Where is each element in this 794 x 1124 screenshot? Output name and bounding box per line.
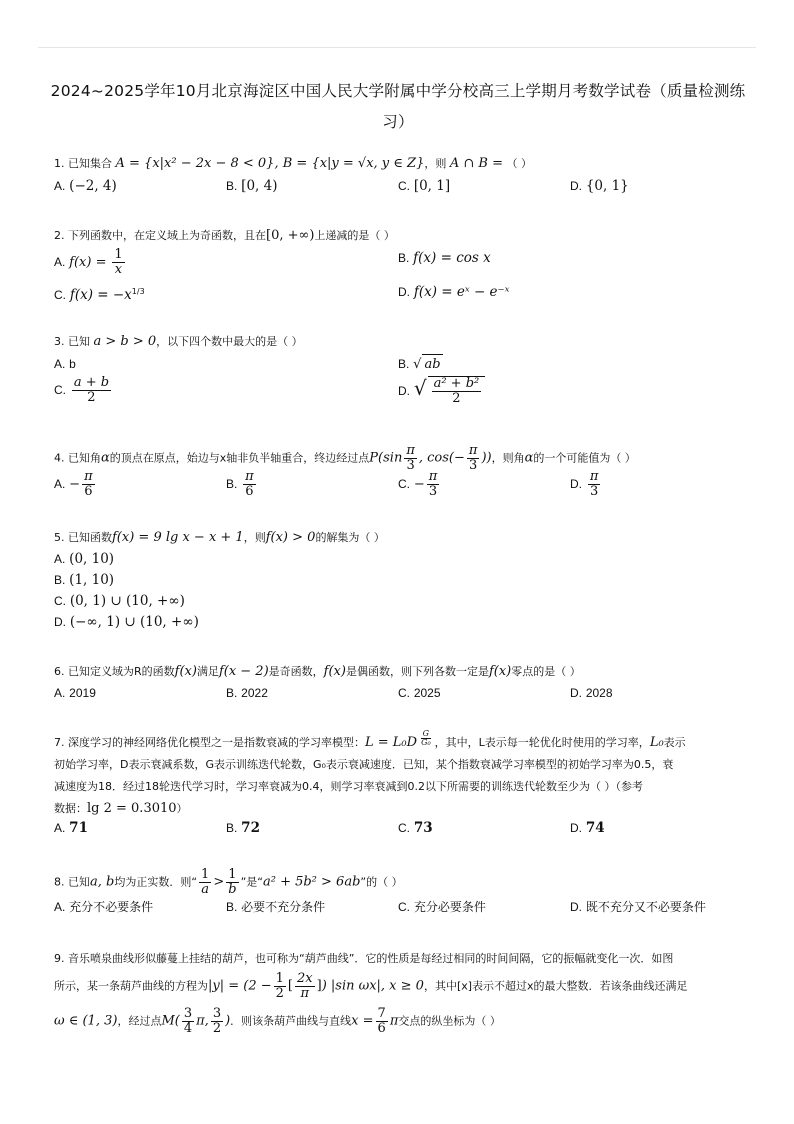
question-7-stem: [54, 730, 754, 820]
header-divider: [38, 47, 756, 48]
q7-exponent: G G₀: [421, 729, 431, 747]
q1-option-d[interactable]: D. {0, 1}: [570, 178, 629, 194]
q5-function: f(x) = 9 lg x − x + 1: [112, 530, 244, 545]
q9-equation: |y| = (2 −: [208, 978, 272, 994]
exam-title: [28, 76, 768, 138]
q3-condition: a > b > 0: [93, 334, 157, 349]
q6-option-c[interactable]: C. 2025: [398, 686, 441, 700]
q6-option-a[interactable]: A. 2019: [54, 686, 96, 700]
q1-paren: （ ）: [506, 157, 532, 170]
question-9-stem: [54, 946, 754, 1036]
q6-option-d[interactable]: D. 2028: [570, 686, 613, 700]
question-4-stem: 4. 已知角α的顶点在原点，始边与x轴非负半轴重合，终边经过点P(sin $\frac{\pi}{3}$ , cos(− $\frac{\pi}{3}$ ))，则角α的一个可能值为（ ）: [54, 443, 636, 473]
q7-line-4: 数据：lg 2 = 0.3010）: [54, 801, 188, 816]
q5-option-d[interactable]: D. (−∞, 1) ∪ (10, +∞): [54, 614, 199, 630]
q1-option-a[interactable]: A. (−2, 4): [54, 178, 117, 194]
q8-frac-a: $\frac{1}{a}$: [201, 867, 210, 897]
q4-option-b[interactable]: B. $\frac{\pi}{6}$: [226, 469, 254, 499]
q4-option-c[interactable]: C. − $\frac{\pi}{3}$: [398, 469, 438, 499]
question-3-stem: 3. 已知 a > b > 0，以下四个数中最大的是（ ）: [54, 334, 303, 349]
q7-line-1: 7. 深度学习的神经网络优化模型之一是指数衰减的学习率模型：L = L₀D $^{\frac{G}{\text{G₀}}}$ ，其中，L表示每一轮优化时使用的学习率，L₀表示: [54, 729, 686, 750]
q9-point-m: M(: [161, 1013, 180, 1029]
q8-frac-b: $\frac{1}{b}$: [228, 867, 237, 897]
question-5-stem: 5. 已知函数f(x) = 9 lg x − x + 1，则f(x) > 0的解集为（ ）: [54, 530, 385, 545]
q2-option-c[interactable]: C. $f(x) = -x^{1/3}$: [54, 287, 145, 303]
q7-line-2: 初始学习率，D表示衰减系数，G表示训练迭代轮数，G₀表示衰减速度．已知，某个指数衰减学习率模型的初始学习率为0.5，衰: [54, 758, 674, 771]
q6-option-b[interactable]: B. 2022: [226, 686, 268, 700]
q2-option-d[interactable]: D. f(x) = eˣ − e⁻ˣ: [398, 284, 510, 300]
q2-option-b[interactable]: B. f(x) = cos x: [398, 250, 491, 266]
q1-option-c[interactable]: C. [0, 1]: [398, 178, 451, 194]
q9-line-1: 9. 音乐喷泉曲线形似藤蔓上挂结的葫芦，也可称为“葫芦曲线”．它的性质是每经过相同的时间间隔，它的振幅就变化一次．如图: [54, 952, 674, 965]
q2-a-fraction: $\frac{1}{x}$: [114, 247, 123, 277]
q5-option-b[interactable]: B. (1, 10): [54, 572, 115, 588]
q9-line-2: 所示，某一条葫芦曲线的方程为|y| = (2 − $\frac{1}{2}$ [ $\frac{2x}{\pi}$ ]) |sin ωx|, x ≥ 0，其中[x]表示不超过x的最大整数．若该条曲线还满足: [54, 971, 688, 1001]
q8-option-a[interactable]: A. 充分不必要条件: [54, 900, 154, 914]
q2-option-a[interactable]: A. f(x) = $\frac{1}{x}$: [54, 247, 123, 277]
q3-option-b[interactable]: B. √ ab: [398, 354, 443, 375]
q3-option-a[interactable]: A. b: [54, 357, 76, 371]
question-2-stem: 2. 下列函数中，在定义域上为奇函数，且在[0, +∞)上递减的是（ ）: [54, 228, 395, 243]
q8-option-c[interactable]: C. 充分必要条件: [398, 900, 486, 914]
q9-line-3: ω ∈ (1, 3)，经过点M( $\frac{3}{4}$ π, $\frac{3}{2}$ )．则该条葫芦曲线与直线x = $\frac{7}{6}$ π交点的纵坐标为（ ）: [54, 1006, 501, 1036]
q3-option-d[interactable]: D. √ $\frac{\text{a² + b²}}{2}$: [398, 376, 485, 406]
q3-d-fraction: $\frac{\text{a² + b²}}{2}$: [433, 376, 480, 406]
question-8-stem: 8. 已知a, b均为正实数．则“ $\frac{1}{a}$ > $\frac{1}{b}$ ”是“a² + 5b² > 6ab”的（ ）: [54, 867, 403, 897]
q8-option-b[interactable]: B. 必要不充分条件: [226, 900, 326, 914]
q7-option-c[interactable]: C. 73: [398, 820, 433, 836]
question-6-stem: 6. 已知定义域为R的函数f(x)满足f(x − 2)是奇函数，f(x)是偶函数，则下列各数一定是f(x)零点的是（ ）: [54, 664, 581, 679]
q2-c-exponent: 1/3: [131, 287, 145, 296]
q8-option-d[interactable]: D. 既不充分又不必要条件: [570, 900, 706, 914]
q1-ask: A ∩ B =: [449, 156, 503, 171]
q7-formula: L = L₀D: [365, 735, 418, 750]
q1-set-a: A = {x|x² − 2x − 8 < 0}: [115, 156, 275, 171]
q3-c-fraction: $\frac{a + b}{2}$: [73, 375, 110, 405]
q1-set-b: , B = {x|y = √x, y ∈ Z}: [274, 156, 425, 171]
q7-option-a[interactable]: A. 71: [54, 820, 88, 836]
title-line-2: 习）: [382, 113, 414, 131]
q2-interval: [0, +∞): [266, 228, 315, 243]
q5-option-c[interactable]: C. (0, 1) ∪ (10, +∞): [54, 593, 185, 609]
q3-b-radicand: ab: [422, 354, 442, 375]
q4-point: P(sin: [369, 450, 403, 466]
question-1-stem: [54, 154, 754, 174]
q7-line-3: 减速度为18．经过18轮迭代学习时，学习率衰减为0.4，则学习率衰减到0.2以下所需要的训练迭代轮数至少为（ ）（参考: [54, 780, 643, 793]
q7-option-d[interactable]: D. 74: [570, 820, 605, 836]
q4-option-d[interactable]: D. $\frac{\pi}{3}$: [570, 469, 599, 499]
q1-option-b[interactable]: B. [0, 4): [226, 178, 278, 194]
q3-option-c[interactable]: C. $\frac{a + b}{2}$: [54, 375, 110, 405]
q1-text-b: ，则: [424, 157, 447, 170]
q1-text: 1. 已知集合: [54, 157, 112, 170]
q7-option-b[interactable]: B. 72: [226, 820, 260, 836]
q4-option-a[interactable]: A. − $\frac{\pi}{6}$: [54, 469, 93, 499]
title-line-1: 2024~2025学年10月北京海淀区中国人民大学附属中学分校高三上学期月考数学试卷（质量检测练: [50, 82, 746, 100]
q5-option-a[interactable]: A. (0, 10): [54, 551, 115, 567]
